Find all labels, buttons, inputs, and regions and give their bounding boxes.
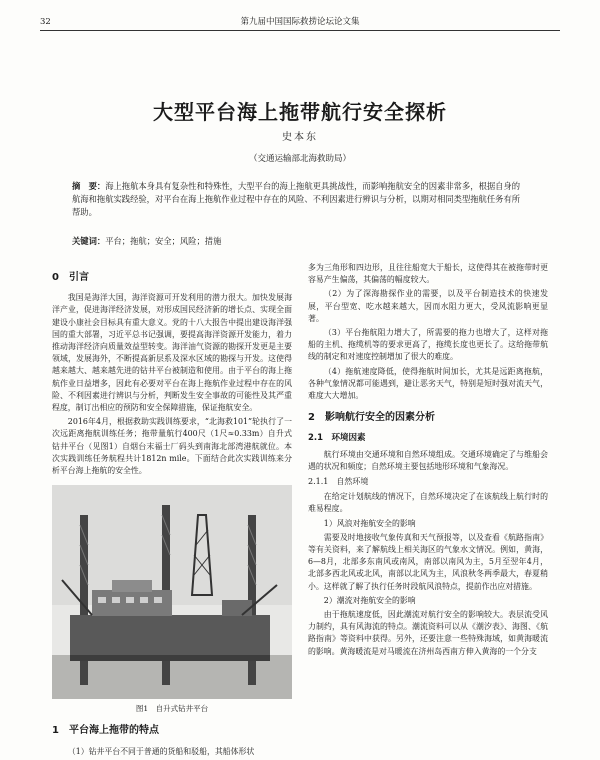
section-heading: 1 平台海上拖带的特点 — [52, 725, 159, 737]
keywords-text: 平台；拖航；安全；风险；措施 — [105, 236, 222, 246]
figure-jackup-rig — [52, 485, 292, 699]
section-heading: 2 影响航行安全的因素分析 — [308, 412, 435, 424]
paragraph: 2016年4月，根据救助实践训练要求，“北海救101”轮执行了一次远距离拖航训练任务；拖带量航行400尺（1尺≈0.33m）自升式钻井平台（见图1）自烟台末福士厂码头到南海北部湾港航就位。本次实践训练任务航程共计1812n mile。下面结合此次实践训练来分析平台海上拖航的安全性。 — [52, 417, 292, 476]
figure-caption: 图1 自升式钻井平台 — [135, 704, 209, 714]
section-heading: 0 引言 — [52, 272, 89, 283]
subsection-heading: 2.1 环境因素 — [308, 433, 366, 444]
paper-title: 大型平台海上拖带航行安全探析 — [153, 100, 447, 124]
paragraph: （4）拖航速度降低，使得拖航时间加长，尤其是远距离拖航，各种气象情况都可能遇到，避让恶劣天气，特别是短时强对流天气，难度大大增加。 — [308, 366, 548, 401]
paragraph: （2）为了深海勘探作业的需要，以及平台制造技术的快速发展，平台型宽、吃水越来越大，因而水阻力更大，受风流影响更显著。 — [308, 289, 548, 323]
item-heading: 2）潮流对拖航安全的影响 — [323, 595, 416, 605]
paragraph: 航行环境由交通环境和自然环境组成。交通环境确定了与维船会遇的状况和频度；自然环境主要包括地形环境和气象海况。 — [308, 449, 548, 471]
item-heading: 1）风浪对拖航安全的影响 — [323, 518, 416, 528]
abstract-label: 摘 要： — [72, 181, 106, 191]
paragraph: 我国是海洋大国，海洋资源可开发利用的潜力很大。加快发展海洋产业，促进海洋经济发展，对形成国民经济新的增长点、实现全面建设小康社会目标具有重大意义。党的十八大报告中提出建设海洋强国的重大部署，习近平总书记强调，要提高海洋资源开发能力，着力推动海洋经济向质量效益型转变。海洋油气资源的勘探开发更是主要领域，发展海外，不断提高新层系及深水区域的勘探与开发。这使得越来越大、越来越先进的钻井平台被制造和使用。由于平台的海上拖航作业日益增多，因此有必要对平台在海上拖航作业过程中存在的风险、不利因素进行辨识与分析，判断发生安全事故的可能性及其严重程度，制订出相应的预防和安全保障措施，保证拖航安全。 — [52, 293, 292, 413]
paragraph: （3）平台拖航阻力增大了，所需要的拖力也增大了，这样对拖船的主机、拖缆机等的要求更高了，拖缆长度也更长了。这给拖带航线的制定和对速度控制增加了很大的难度。 — [308, 328, 548, 362]
abstract — [72, 180, 528, 219]
paragraph: 多为三角形和四边形，且往往船宽大于船长，这使得其在被拖带时更容易产生偏荡，其偏荡的幅度较大。 — [308, 263, 548, 285]
running-header — [40, 14, 560, 31]
affiliation: （交通运输部北海救助局） — [248, 154, 351, 164]
abstract-text: 海上拖航本身具有复杂性和特殊性，大型平台的海上拖航更具挑战性，而影响拖航安全的因素非常多，根据自身的航海和拖航实践经验，对平台在海上拖航作业过程中存在的风险、不利因素进行辨识与分析，以期对相同类型拖航任务有所帮助。 — [72, 181, 521, 217]
page-number: 32 — [40, 17, 51, 27]
paragraph: 需要及时地接收气象传真和天气预报等，以及查看《航路指南》等有关资料，来了解航线上相关海区的气象水文情况。例如，黄海，6—8月，北部多东南风或南风，南部以南风为主，5月至翌年4月，北部多西北风或北风，南部以北风为主，风浪秋冬两季最大，春夏稍小。这样就了解了执行任务时段航风浪特点，提前作出应对措施。 — [308, 532, 548, 591]
paragraph: 由于拖航速度低，因此潮流对航行安全的影响较大。表层流受风力制约，具有风海流的特点。潮流资料可以从《潮汐表》、海图、《航路指南》等资料中获得。另外，还要注意一些特殊海域，如黄海暖流的影响。黄海暖流是对马暖流在济州岛西南方伸入黄海的一个分支 — [308, 610, 548, 656]
paragraph: （1）钻井平台不同于普通的货船和驳船，其船体形状 — [67, 746, 255, 756]
rig-photo — [52, 485, 292, 699]
journal-title: 第九届中国国际救捞论坛论文集 — [240, 17, 360, 27]
keywords-label: 关键词： — [72, 236, 106, 246]
subsubsection-heading: 2.1.1 自然环境 — [308, 477, 369, 487]
author: 史本东 — [282, 132, 318, 143]
left-column — [52, 262, 292, 760]
paragraph: 在给定计划航线的情况下，自然环境决定了在该航线上航行时的难易程度。 — [308, 492, 548, 514]
keywords — [72, 235, 528, 247]
right-column — [308, 262, 548, 660]
